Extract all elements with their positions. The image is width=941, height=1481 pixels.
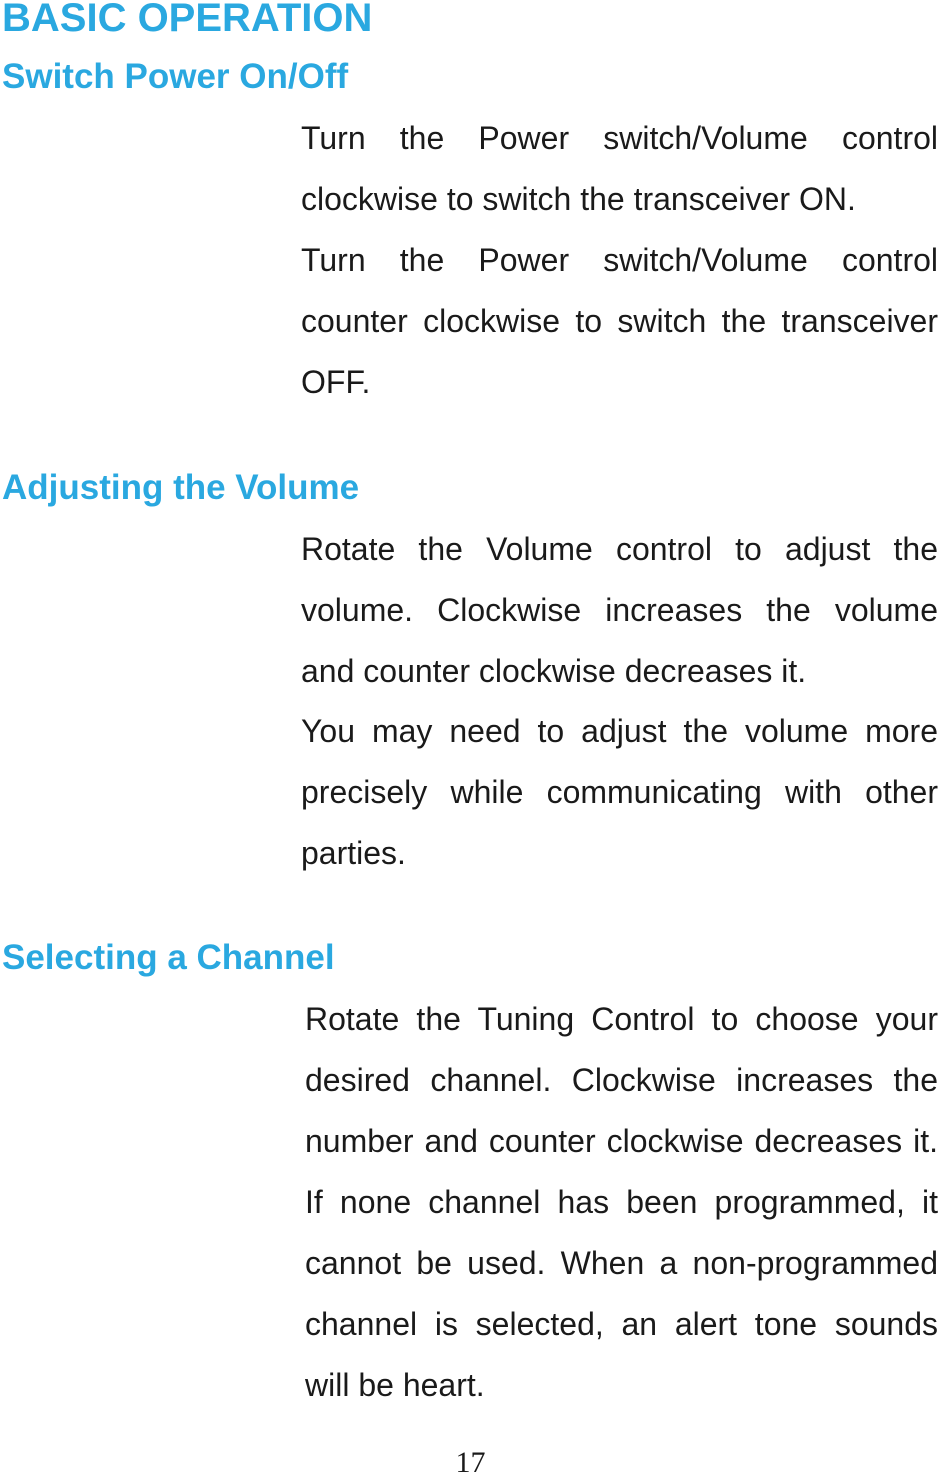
paragraph-power-off: Turn the Power switch/Volume control counter clockwise to switch the transceiver OFF. [301,242,938,400]
page-title: BASIC OPERATION [2,0,373,40]
section-heading-select-channel: Selecting a Channel [2,938,335,977]
page-number: 17 [455,1446,486,1479]
section-heading-adjust-volume: Adjusting the Volume [2,468,360,507]
section-heading-switch-power: Switch Power On/Off [2,57,349,96]
paragraph-tuning-control: Rotate the Tuning Control to choose your desired channel. Clockwise increases the number and counter clockwise decreases it. If none channel has been programmed, it cannot be used. When a non-programmed channel is selected, an alert tone sounds will be heart. [305,1001,938,1403]
paragraph-rotate-volume: Rotate the Volume control to adjust the volume. Clockwise increases the volume and counter clockwise decreases it. [301,531,938,689]
paragraph-volume-precision: You may need to adjust the volume more precisely while communicating with other parties. [301,713,938,871]
paragraph-power-on: Turn the Power switch/Volume control clockwise to switch the transceiver ON. [301,120,938,217]
